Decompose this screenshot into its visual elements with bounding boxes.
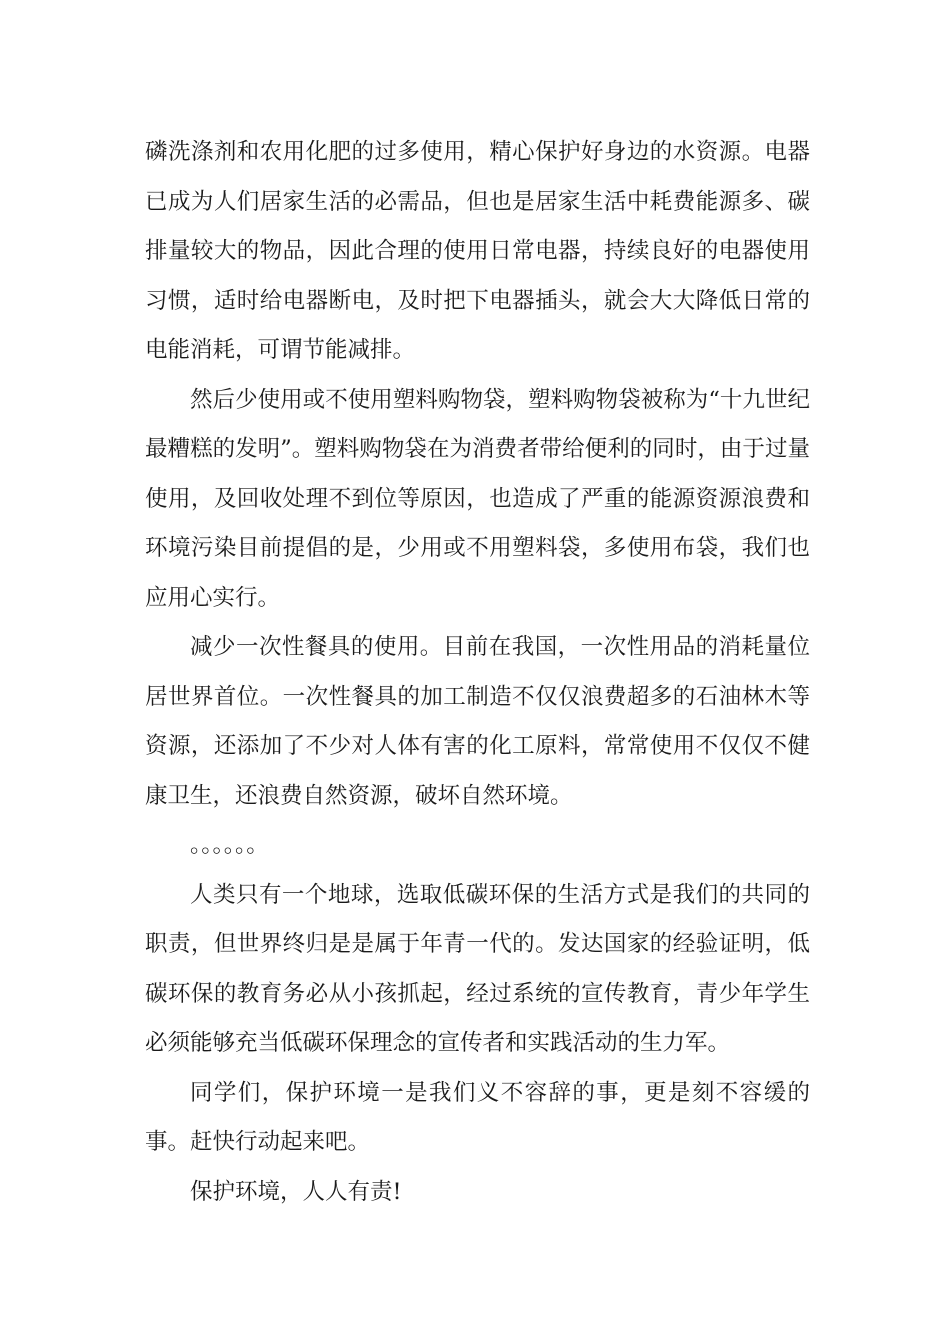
document-body — [145, 128, 810, 1217]
paragraph-closing: 保护环境，人人有责! — [190, 1178, 402, 1205]
paragraph-1: 磷洗涤剂和农用化肥的过多使用，精心保护好身边的水资源。电器已成为人们居家生活的必需品，但也是居家生活中耗费能源多、碳排量较大的物品，因此合理的使用日常电器，持续良好的电器使用习惯，适时给电器断电，及时把下电器插头，就会大大降低日常的电能消耗，可谓节能减排。 — [145, 139, 810, 363]
paragraph-4: 人类只有一个地球，选取低碳环保的生活方式是我们的共同的职责，但世界终归是是属于年青一代的。发达国家的经验证明，低碳环保的教育务必从小孩抓起，经过系统的宣传教育，青少年学生必须能够充当低碳环保理念的宣传者和实践活动的生力军。 — [145, 881, 810, 1056]
paragraph-2: 然后少使用或不使用塑料购物袋，塑料购物袋被称为“十九世纪最糟糕的发明”。塑料购物袋在为消费者带给便利的同时，由于过量使用，及回收处理不到位等原因，也造成了严重的能源资源浪费和环境污染目前提倡的是，少用或不用塑料袋，多使用布袋，我们也应用心实行。 — [145, 386, 810, 611]
paragraph-5: 同学们，保护环境一是我们义不容辞的事，更是刻不容缓的事。赶快行动起来吧。 — [145, 1079, 810, 1155]
paragraph-ellipsis: 。。。。。。 — [190, 832, 269, 858]
paragraph-3: 减少一次性餐具的使用。目前在我国，一次性用品的消耗量位居世界首位。一次性餐具的加工制造不仅仅浪费超多的石油林木等资源，还添加了不少对人体有害的化工原料，常常使用不仅仅不健康卫生，还浪费自然资源，破坏自然环境。 — [145, 634, 810, 809]
